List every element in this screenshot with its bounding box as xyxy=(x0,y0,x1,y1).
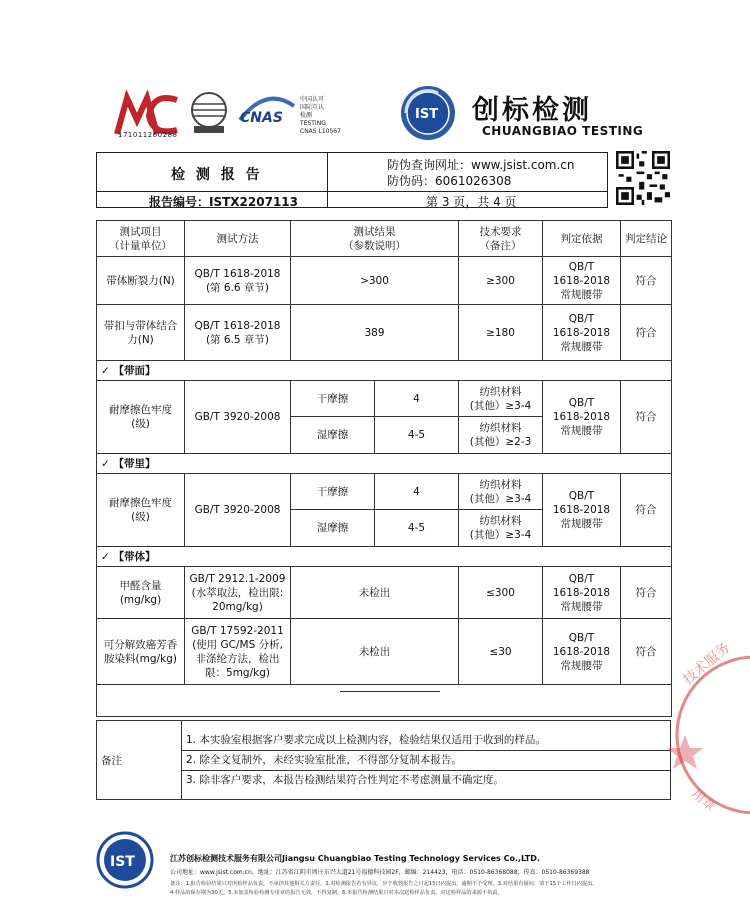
wet-label-cell: 湿摩擦 xyxy=(291,417,375,454)
dry-label-cell: 干摩擦 xyxy=(291,381,375,417)
note-item: 3. 除非客户要求，本报告检测结果符合性判定不考虑测量不确定度。 xyxy=(186,773,504,786)
cma-number: 171011260288 xyxy=(118,131,178,139)
req-cell: ≥180 xyxy=(459,305,543,361)
section-label-lining: ✓ 【带里】 xyxy=(97,454,672,474)
col-header-method: 测试方法 xyxy=(185,221,291,257)
col-header-item: 测试项目 （计量单位） xyxy=(97,221,185,257)
svg-text:用章: 用章 xyxy=(688,786,718,815)
result-cell: 未检出 xyxy=(291,567,459,619)
result-cell: 389 xyxy=(291,305,459,361)
table-header-row xyxy=(97,221,672,257)
result-cell: >300 xyxy=(291,257,459,305)
method-cell: QB/T 1618-2018 (第 6.6 章节) xyxy=(185,257,291,305)
wet-value-cell: 4-5 xyxy=(375,417,459,454)
conclusion-cell: 符合 xyxy=(621,567,672,619)
wet-value-cell: 4-5 xyxy=(375,510,459,547)
req-cell: ≥300 xyxy=(459,257,543,305)
report-header-box xyxy=(96,152,608,208)
basis-cell: QB/T 1618-2018 常规腰带 xyxy=(543,619,621,685)
qr-code[interactable] xyxy=(616,151,670,205)
table-row xyxy=(97,381,672,417)
conclusion-cell: 符合 xyxy=(621,305,672,361)
table-row xyxy=(97,257,672,305)
section-row xyxy=(97,454,672,474)
page-indicator: 第 3 页，共 4 页 xyxy=(426,195,517,209)
method-cell: GB/T 2912.1-2009 (水萃取法，检出限: 20mg/kg) xyxy=(185,567,291,619)
note-item: 2. 除全文复制外，未经实验室批准，不得部分复制本报告。 xyxy=(182,751,670,771)
col-header-req: 技术要求 （备注） xyxy=(459,221,543,257)
item-cell: 带扣与带体结合 力(N) xyxy=(97,305,185,361)
verify-code: 防伪码：6061026308 xyxy=(387,174,512,188)
item-cell: 带体断裂力(N) xyxy=(97,257,185,305)
brand-name-en: CHUANGBIAO TESTING xyxy=(482,124,644,138)
method-cell: GB/T 3920-2008 xyxy=(185,474,291,547)
basis-cell: QB/T 1618-2018 常规腰带 xyxy=(543,305,621,361)
footer-remarks: 备注：1.报告检验结果只对所检样品负责，不承担其他相关方责任。2.对检测报告若有异议，应于收到报告之日起15日内提出，逾期不予受理。3.对结果有疑问，请于15个工作日内提出。 xyxy=(170,881,598,887)
section-label-surface: ✓ 【带面】 xyxy=(97,361,672,381)
item-cell: 耐摩擦色牢度 (级) xyxy=(97,474,185,547)
col-header-conclusion: 判定结论 xyxy=(621,221,672,257)
verify-url: 防伪查询网址：www.jsist.com.cn xyxy=(387,158,575,172)
svg-text:技术服务: 技术服务 xyxy=(680,640,734,689)
basis-cell: QB/T 1618-2018 常规腰带 xyxy=(543,381,621,454)
dry-label-cell: 干摩擦 xyxy=(291,474,375,510)
ilac-mra-logo xyxy=(188,90,230,134)
conclusion-cell: 符合 xyxy=(621,257,672,305)
method-cell: GB/T 3920-2008 xyxy=(185,381,291,454)
col-header-result: 测试结果 （参数说明） xyxy=(291,221,459,257)
conclusion-cell: 符合 xyxy=(621,381,672,454)
table-row xyxy=(97,474,672,510)
item-cell: 甲醛含量 (mg/kg) xyxy=(97,567,185,619)
req-cell: ≤30 xyxy=(459,619,543,685)
note-item: 1. 本实验室根据客户要求完成以上检测内容，检验结果仅适用于收到的样品。 xyxy=(182,731,670,751)
svg-text:IST: IST xyxy=(110,854,135,870)
footer-remarks-2: 4.样品的保存期为30天。5.未加盖检验检测专用章的报告无效，不得复制。6.本报告检测结果只对本次送检样品负责，对送检样品的来源不负责。 xyxy=(170,890,503,896)
section-row xyxy=(97,361,672,381)
conclusion-cell: 符合 xyxy=(621,619,672,685)
svg-text:CNAS: CNAS xyxy=(240,110,283,126)
notes-content xyxy=(182,721,671,800)
official-seal xyxy=(655,640,750,830)
footer-address: 公司地址：www.jsist.com.cn，地址：江苏省江阴市周庄东兴大道21号福德科技园2F，邮编：214423，电话：0510-86368088，传真：0510-86369388 xyxy=(170,869,590,876)
report-number: 报告编号：ISTX2207113 xyxy=(149,195,298,209)
cnas-logo xyxy=(236,92,298,128)
result-cell: 未检出 xyxy=(291,619,459,685)
table-row xyxy=(97,305,672,361)
method-cell: QB/T 1618-2018 (第 6.5 章节) xyxy=(185,305,291,361)
dry-value-cell: 4 xyxy=(375,474,459,510)
report-title: 检 测 报 告 xyxy=(171,167,263,183)
dry-value-cell: 4 xyxy=(375,381,459,417)
conclusion-cell: 符合 xyxy=(621,474,672,547)
footer-company: 江苏创标检测技术服务有限公司Jiangsu Chuangbiao Testing Technology Services Co.,LTD. xyxy=(170,854,540,863)
wet-label-cell: 湿摩擦 xyxy=(291,510,375,547)
basis-cell: QB/T 1618-2018 常规腰带 xyxy=(543,567,621,619)
basis-cell: QB/T 1618-2018 常规腰带 xyxy=(543,474,621,547)
item-cell: 可分解致癌芳香 胺染料(mg/kg) xyxy=(97,619,185,685)
section-label-body: ✓ 【带体】 xyxy=(97,547,672,567)
notes-table xyxy=(96,720,671,800)
section-row xyxy=(97,547,672,567)
dry-req-cell: 纺织材料 (其他）≥3-4 xyxy=(459,474,543,510)
test-results-table xyxy=(96,220,672,717)
wet-req-cell: 纺织材料 (其他）≥2-3 xyxy=(459,417,543,454)
col-header-basis: 判定依据 xyxy=(543,221,621,257)
cnas-accreditation-text: 中国认可 国际互认 检测 TESTING CNAS L10567 xyxy=(300,96,341,135)
svg-text:IST: IST xyxy=(415,107,439,122)
req-cell: ≤300 xyxy=(459,567,543,619)
method-cell: GB/T 17592-2011 (使用 GC/MS 分析, 非涤纶方法，检出 限：5mg/kg) xyxy=(185,619,291,685)
basis-cell: QB/T 1618-2018 常规腰带 xyxy=(543,257,621,305)
notes-label: 备注 xyxy=(97,721,182,800)
dry-req-cell: 纺织材料 (其他）≥3-4 xyxy=(459,381,543,417)
item-cell: 耐摩擦色牢度 (级) xyxy=(97,381,185,454)
ist-footer-logo xyxy=(95,830,155,890)
end-of-results-line xyxy=(340,691,440,692)
blank-row xyxy=(97,685,672,717)
table-row xyxy=(97,619,672,685)
brand-name-cn: 创标检测 xyxy=(472,95,592,126)
wet-req-cell: 纺织材料 (其他）≥3-4 xyxy=(459,510,543,547)
ist-logo xyxy=(398,83,458,143)
table-row xyxy=(97,567,672,619)
